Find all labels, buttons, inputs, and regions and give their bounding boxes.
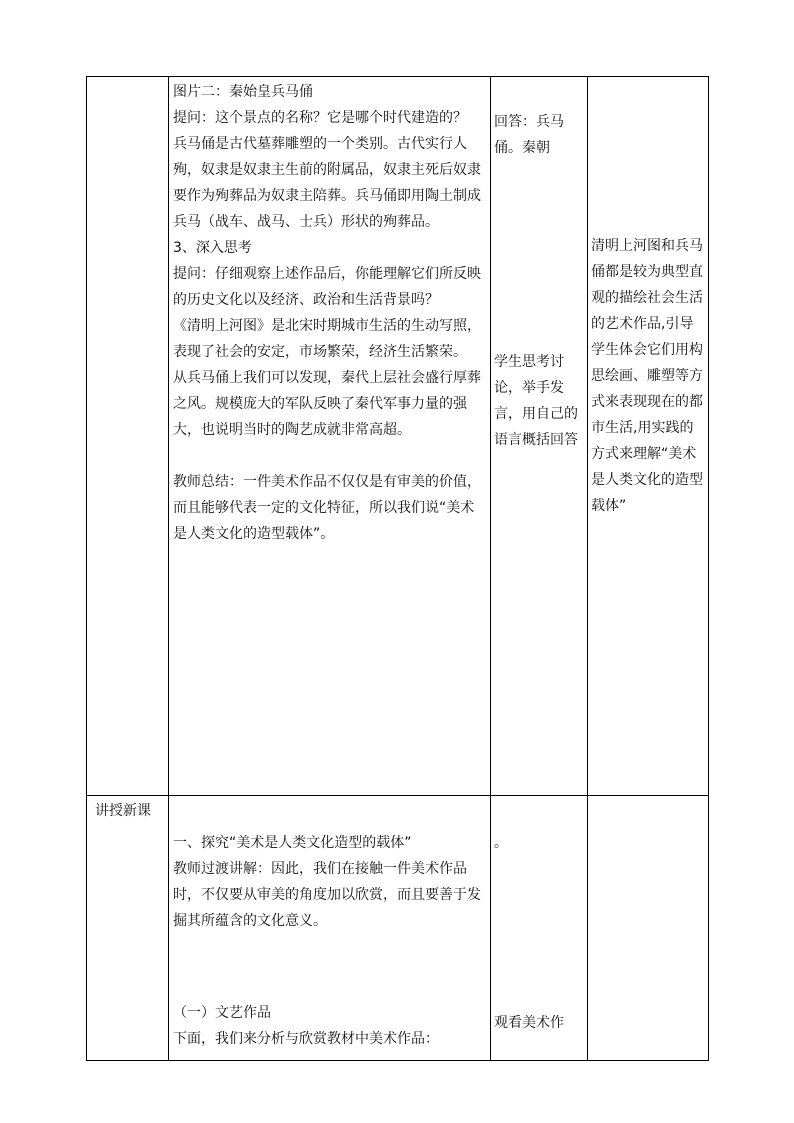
question-text: 提问：仔细观察上述作品后，你能理解它们所反映的历史文化以及经济、政治和生活背景吗？ [173,266,481,308]
design-intent-cell-empty [588,796,709,1061]
design-intent-cell [588,77,709,796]
transition-text: 教师过渡讲解：因此，我们在接触一件美术作品时，不仅要从审美的角度加以欣赏，而且要善于发掘其所蕴含的文化意义。 [173,861,481,929]
question-text: 提问：这个景点的名称？它是哪个时代建造的？ [173,110,467,126]
image-caption: 图片二：秦始皇兵马俑 [173,84,313,100]
subsection-heading: （一）文艺作品 [173,1005,271,1021]
student-activity: 观看美术作 [494,1015,564,1031]
teacher-summary: 教师总结：一件美术作品不仅仅是有审美的价值，而且能够代表一定的文化特征，所以我们说“美术是人类文化的造型载体”。 [173,474,481,542]
student-activity-cell [491,796,588,1061]
table-row [87,796,709,1061]
stage-cell-empty [87,77,169,796]
design-intent-text: 清明上河图和兵马俑都是较为典型直观的描绘社会生活的艺术作品,引导学生体会它们用构思绘画、雕塑等方式来表现现在的都市生活,用实践的方式来理解“美术是人类文化的造型载体” [591,238,703,514]
student-activity: 学生思考讨论，举手发言，用自己的语言概括回答 [494,354,578,448]
table-row [87,77,709,796]
stage-label: 讲授新课 [87,796,169,1061]
blank-line [173,443,487,469]
student-activity-cell [491,77,588,796]
student-answer: 回答：兵马俑。秦朝 [494,114,564,156]
section-heading: 3、深入思考 [173,240,252,256]
section-heading: 一、探究“美术是人类文化造型的载体” [173,835,412,851]
intro-text: 下面，我们来分析与欣赏教材中美术作品： [173,1031,439,1047]
teacher-activity-cell [169,77,491,796]
explanation-text: 兵马俑是古代墓葬雕塑的一个类别。古代实行人殉，奴隶是奴隶主生前的附属品，奴隶主死后奴隶要作为殉葬品为奴隶主陪葬。兵马俑即用陶土制成兵马（战车、战马、士兵）形状的殉葬品。 [173,136,481,230]
explanation-text: 从兵马俑上我们可以发现，秦代上层社会盛行厚葬之风。规模庞大的军队反映了秦代军事力量的强大，也说明当时的陶艺成就非常高超。 [173,370,481,438]
lesson-plan-table [86,76,709,1061]
explanation-text: 《清明上河图》是北宋时期城市生活的生动写照，表现了社会的安定，市场繁荣，经济生活繁荣。 [173,318,481,360]
teacher-activity-cell [169,796,491,1061]
student-mark: 。 [494,835,508,851]
